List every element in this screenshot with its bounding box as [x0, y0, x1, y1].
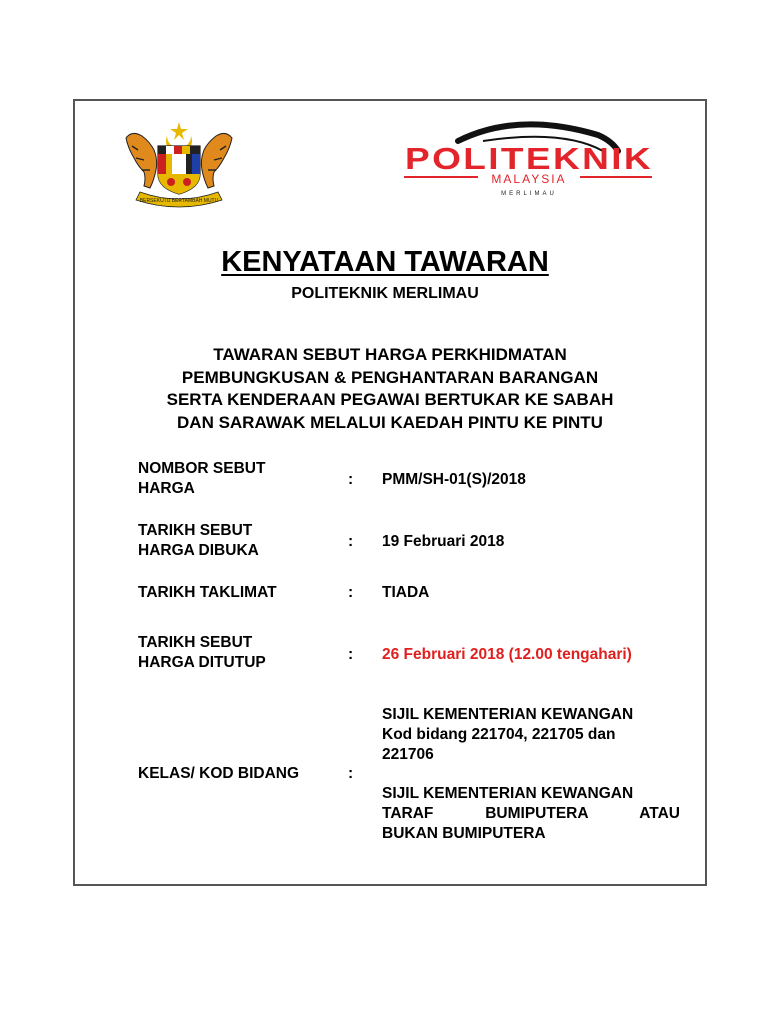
taklimat-value: TIADA: [382, 584, 430, 601]
colon: :: [348, 533, 354, 550]
politeknik-wordmark: POLITEKNIK: [405, 141, 653, 176]
heading-line: DAN SARAWAK MELALUI KAEDAH PINTU KE PINTU: [177, 412, 603, 432]
ditutup-label: TARIKH SEBUT HARGA DITUTUP: [138, 634, 266, 671]
nombor-value: PMM/SH-01(S)/2018: [382, 471, 526, 488]
heading-line: TAWARAN SEBUT HARGA PERKHIDMATAN: [213, 345, 567, 364]
taklimat-label: TARIKH TAKLIMAT: [138, 584, 277, 601]
ditutup-value: 26 Februari 2018 (12.00 tengahari): [382, 646, 632, 663]
politeknik-logo: [398, 115, 660, 197]
colon: :: [348, 646, 354, 663]
colon: :: [348, 765, 354, 782]
heading-line: PEMBUNGKUSAN & PENGHANTARAN BARANGAN: [181, 367, 599, 387]
nombor-label: NOMBOR SEBUT HARGA: [138, 460, 266, 497]
document-subtitle: POLITEKNIK MERLIMAU: [291, 285, 479, 302]
kelas-label: KELAS/ KOD BIDANG: [138, 765, 300, 782]
colon: :: [348, 471, 354, 488]
politeknik-campus: MERLIMAU: [501, 191, 557, 197]
tender-heading: [120, 344, 660, 434]
dibuka-label: TARIKH SEBUT HARGA DIBUKA: [138, 522, 259, 559]
dibuka-value: 19 Februari 2018: [382, 533, 505, 550]
heading-line: SERTA KENDERAAN PEGAWAI BERTUKAR KE SABAH: [166, 390, 614, 409]
colon: :: [348, 584, 354, 601]
crest-motto: BERSEKUTU BERTAMBAH MUTU: [139, 198, 219, 204]
document-title: KENYATAAN TAWARAN: [221, 246, 549, 278]
politeknik-country: MALAYSIA: [491, 172, 567, 186]
coat-of-arms-logo: [118, 118, 240, 208]
kelas-value: SIJIL KEMENTERIAN KEWANGAN Kod bidang 221704, 221705 dan 221706 SIJIL KEMENTERIAN KEWANGAN TARAF BUMIPUTERA ATAU BUKAN BUMIPUTERA: [382, 706, 680, 842]
